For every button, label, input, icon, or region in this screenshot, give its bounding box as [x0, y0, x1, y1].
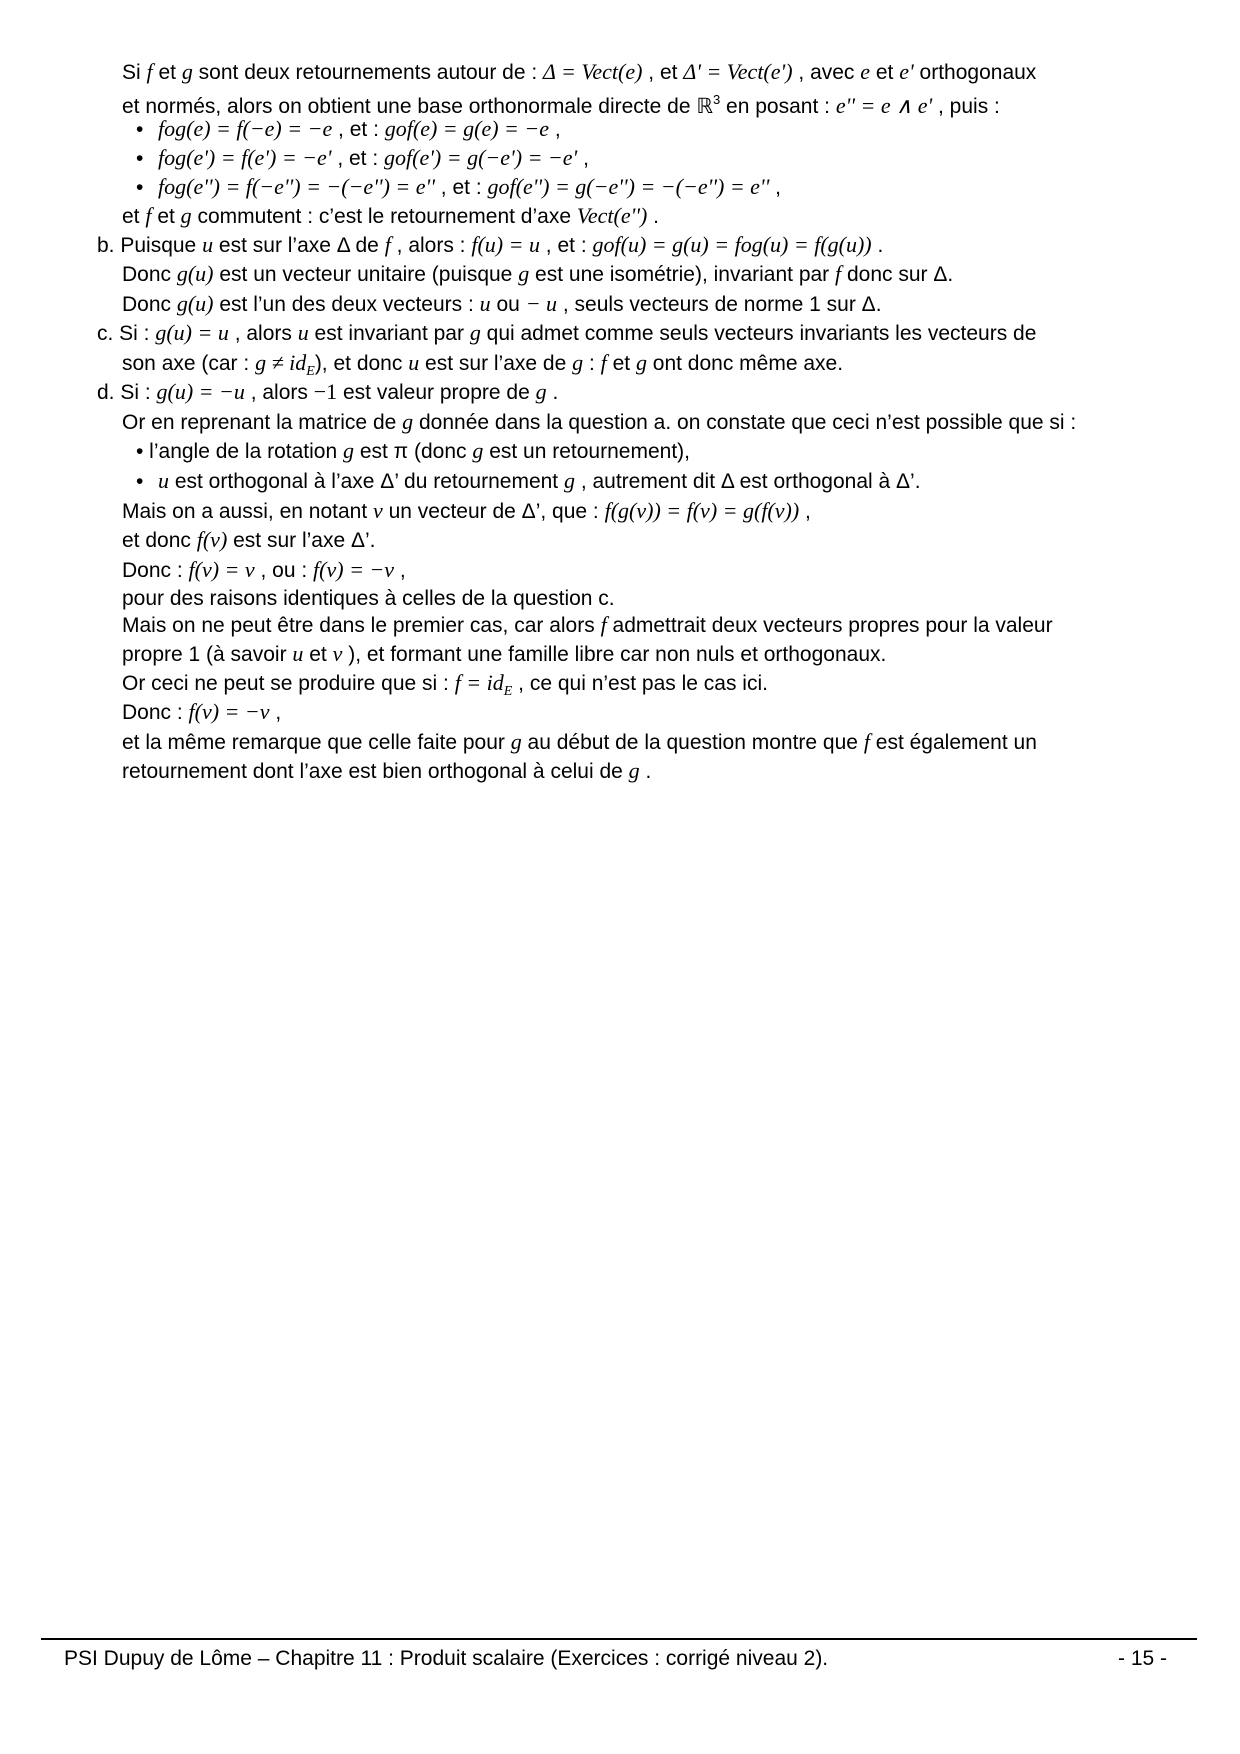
text-run: , alors	[244, 381, 314, 404]
text-run: donc sur Δ.	[841, 263, 954, 286]
text-run: 3	[712, 92, 721, 107]
text-line	[122, 497, 811, 526]
math-expression: g(u) = u	[155, 320, 229, 345]
text-run: ,	[269, 701, 282, 724]
bullet: •	[136, 147, 144, 170]
text-run: ,	[799, 500, 811, 523]
text-line	[97, 378, 558, 407]
text-run: :	[583, 352, 601, 375]
math-expression: u	[292, 641, 304, 666]
math-expression: gof(e') = g(−e') = −e'	[384, 145, 578, 170]
text-run: et	[152, 61, 182, 84]
text-run: ,	[394, 559, 406, 582]
text-line	[122, 556, 406, 585]
text-run: et la même remarque que celle faite pour	[122, 731, 511, 754]
text-run: est orthogonal à l’axe Δ’ du retournement	[169, 470, 564, 493]
math-expression: v	[332, 641, 343, 666]
math-expression: g	[510, 729, 522, 754]
text-run: , puis :	[932, 95, 1000, 118]
math-expression: gof(u) = g(u) = fog(u) = f(g(u))	[592, 232, 872, 257]
text-line	[122, 698, 281, 727]
math-expression: f = id	[454, 670, 504, 695]
text-run: propre 1 (à savoir	[122, 643, 293, 666]
text-run: est un retournement),	[483, 440, 690, 463]
text-run: , et :	[434, 176, 488, 199]
text-run: qui admet comme seuls vecteurs invariants les vecteurs de	[480, 322, 1037, 345]
text-line	[97, 231, 883, 260]
text-run: est un vecteur unitaire (puisque	[213, 263, 519, 286]
text-run: sont deux retournements autour de :	[192, 61, 544, 84]
text-line	[122, 526, 376, 555]
math-expression: gof(e) = g(e) = −e	[384, 116, 549, 141]
text-run: retournement dont l’axe est bien orthogonal à celui de	[122, 760, 629, 783]
text-run: est l’un des deux vecteurs :	[213, 293, 480, 316]
text-run: ,	[769, 176, 782, 199]
text-line	[136, 467, 921, 496]
math-expression: f	[863, 729, 870, 754]
text-run: est une isométrie), invariant par	[529, 263, 836, 286]
text-line	[122, 728, 1037, 757]
math-expression: g	[469, 320, 481, 345]
math-expression: g	[518, 261, 530, 286]
text-run: , et :	[539, 234, 593, 257]
text-run: et	[606, 352, 636, 375]
math-expression: Δ' = Vect(e')	[683, 59, 793, 84]
text-run: son axe (car :	[122, 352, 256, 375]
text-run: Si	[122, 61, 147, 84]
text-run: Donc :	[122, 559, 189, 582]
text-run: au début de la question montre que	[521, 731, 864, 754]
text-run: et	[151, 205, 181, 228]
math-expression: gof(e'') = g(−e'') = −(−e'') = e''	[487, 174, 770, 199]
text-run: , avec	[792, 61, 861, 84]
text-line	[122, 640, 886, 669]
text-run: .	[546, 381, 559, 404]
math-expression: f(v) = v	[188, 557, 255, 582]
text-line	[136, 144, 589, 173]
text-run: en posant :	[720, 95, 836, 118]
math-expression: g	[181, 59, 193, 84]
math-expression: f	[835, 261, 842, 286]
text-run: est π (donc	[354, 440, 473, 463]
math-expression: f(v) = −v	[313, 557, 395, 582]
math-expression: e'' = e ∧ e'	[835, 93, 933, 118]
text-run: commutent : c’est le retournement d’axe	[191, 205, 577, 228]
math-expression: g	[563, 468, 575, 493]
text-line	[136, 115, 561, 144]
text-run: , ce qui n’est pas le cas ici.	[512, 672, 768, 695]
math-expression: v	[373, 498, 383, 523]
math-expression: f(u) = u	[471, 232, 540, 257]
bullet: •	[136, 118, 144, 141]
text-run: est invariant par	[308, 322, 470, 345]
text-run: et	[870, 61, 900, 84]
math-expression: u	[202, 232, 214, 257]
math-expression: fog(e'') = f(−e'') = −(−e'') = e''	[158, 174, 435, 199]
math-expression: −1	[313, 379, 338, 404]
text-run: , alors	[228, 322, 298, 345]
text-run: ,	[577, 147, 589, 170]
text-run: est sur l’axe de	[419, 352, 573, 375]
text-run: , ou :	[254, 559, 314, 582]
math-expression: g	[180, 203, 192, 228]
math-expression: f(v)	[196, 527, 228, 552]
text-run: , autrement dit Δ est orthogonal à Δ’.	[574, 470, 921, 493]
math-expression: u	[158, 468, 169, 493]
text-run: c. Si :	[97, 322, 156, 345]
text-run: .	[639, 760, 652, 783]
text-run: et normés, alors on obtient une base orthonormale directe de ℝ	[122, 95, 713, 118]
math-expression: Vect(e'')	[576, 203, 648, 228]
text-run: ), et donc	[314, 352, 409, 375]
text-line	[136, 437, 690, 466]
page-number: - 15 -	[1118, 1647, 1168, 1670]
math-expression: fog(e) = f(−e) = −e	[158, 116, 333, 141]
text-run: Donc :	[122, 701, 189, 724]
text-run: .	[647, 205, 659, 228]
bullet: •	[136, 176, 144, 199]
math-expression: E	[503, 684, 513, 699]
footer-divider	[41, 1638, 1197, 1640]
math-expression: f	[600, 350, 607, 375]
math-expression: Δ = Vect(e)	[543, 59, 643, 84]
text-run: est sur l’axe Δ de	[213, 234, 385, 257]
math-expression: g(u) = −u	[156, 379, 245, 404]
text-line	[122, 290, 882, 319]
text-run: , et :	[331, 147, 385, 170]
text-run: Or ceci ne peut se produire que si :	[122, 672, 455, 695]
text-run: Or en reprenant la matrice de	[122, 411, 403, 434]
text-run: Donc	[122, 263, 177, 286]
text-run: , et :	[332, 118, 385, 141]
math-expression: u	[479, 291, 491, 316]
text-run: et donc	[122, 529, 197, 552]
math-expression: f(v) = −v	[188, 699, 270, 724]
math-expression: g	[535, 379, 547, 404]
math-expression: g ≠ id	[255, 350, 307, 375]
text-run: admettrait deux vecteurs propres pour la valeur	[606, 614, 1053, 637]
text-run: ), et formant une famille libre car non nuls et orthogonaux.	[342, 643, 887, 666]
math-expression: g(u)	[176, 291, 214, 316]
text-run: .	[871, 234, 884, 257]
math-expression: e'	[899, 59, 914, 84]
text-run: un vecteur de Δ’, que :	[382, 500, 605, 523]
text-run: pour des raisons identiques à celles de la question c.	[122, 587, 615, 610]
text-run: ou	[490, 293, 526, 316]
text-run: est sur l’axe Δ’.	[227, 529, 376, 552]
math-expression: g(u)	[176, 261, 214, 286]
text-run: ont donc même axe.	[646, 352, 844, 375]
text-line	[122, 408, 1076, 437]
math-expression: f(g(v)) = f(v) = g(f(v))	[604, 498, 800, 523]
text-run: , et	[642, 61, 684, 84]
math-expression: fog(e') = f(e') = −e'	[158, 145, 332, 170]
text-line	[122, 260, 953, 289]
math-expression: − u	[525, 291, 558, 316]
math-expression: u	[297, 320, 309, 345]
math-expression: f	[600, 612, 607, 637]
math-expression: g	[343, 438, 354, 463]
text-run: orthogonaux	[913, 61, 1037, 84]
math-expression: u	[408, 350, 420, 375]
text-run: , seuls vecteurs de norme 1 sur Δ.	[557, 293, 882, 316]
math-expression: g	[402, 409, 414, 434]
text-line	[122, 757, 651, 786]
math-expression: f	[384, 232, 391, 257]
math-expression: g	[572, 350, 584, 375]
text-line	[122, 58, 1036, 87]
math-expression: E	[306, 364, 315, 379]
text-run: et	[122, 205, 146, 228]
text-run: • l’angle de la rotation	[136, 440, 343, 463]
text-run: Donc	[122, 293, 177, 316]
footer-title: PSI Dupuy de Lôme – Chapitre 11 : Produit scalaire (Exercices : corrigé niveau 2).	[64, 1647, 829, 1670]
text-line	[136, 173, 781, 202]
math-expression: e	[860, 59, 871, 84]
text-run: est valeur propre de	[337, 381, 536, 404]
text-line	[122, 611, 1053, 640]
text-run: ,	[549, 118, 561, 141]
text-run: b. Puisque	[97, 234, 203, 257]
math-expression: f	[145, 203, 152, 228]
text-run: d. Si :	[97, 381, 157, 404]
text-run: Mais on ne peut être dans le premier cas, car alors	[122, 614, 601, 637]
bullet: •	[136, 470, 144, 493]
math-expression: f	[146, 59, 153, 84]
text-run: , alors :	[390, 234, 472, 257]
text-line	[122, 585, 615, 613]
text-run: est également un	[869, 731, 1037, 754]
math-expression: g	[628, 758, 640, 783]
text-run: Mais on a aussi, en notant	[122, 500, 373, 523]
math-expression: g	[472, 438, 484, 463]
math-expression: g	[635, 350, 647, 375]
text-line	[122, 202, 659, 231]
text-run: donnée dans la question a. on constate que ceci n’est possible que si :	[413, 411, 1077, 434]
text-run: et	[303, 643, 333, 666]
text-line	[97, 319, 1036, 348]
